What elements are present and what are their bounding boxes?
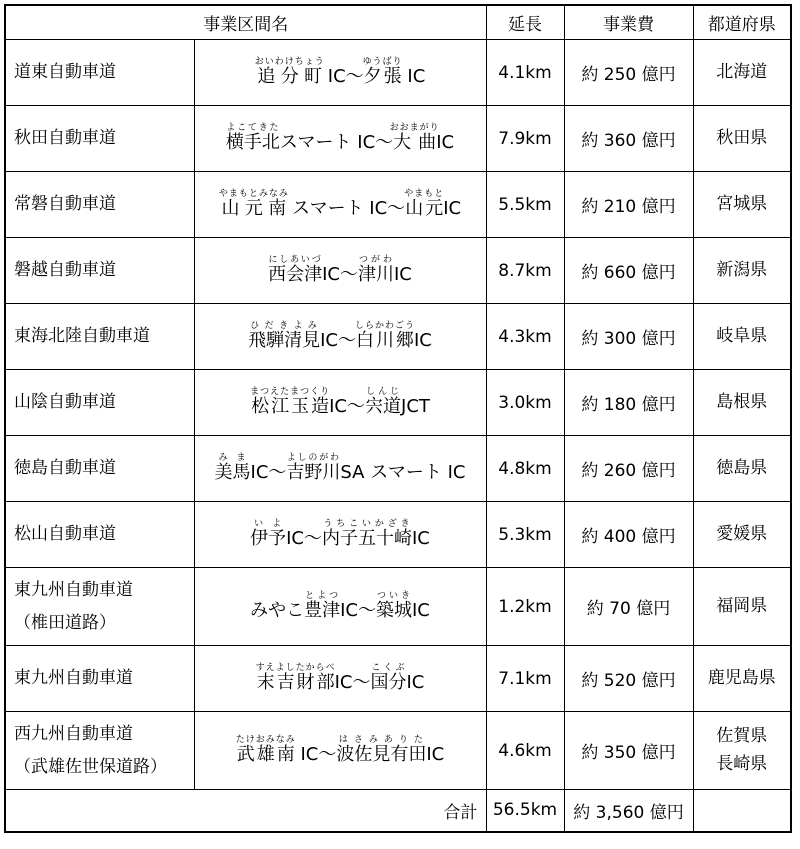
place-name-kanji: 内子五十崎 [322, 528, 412, 549]
table-row [5, 238, 791, 304]
table-row [5, 502, 791, 568]
section-name [194, 436, 486, 502]
table-row [5, 370, 791, 436]
cost-value: 約 660 億円 [564, 238, 693, 304]
section-connector: IC～ [322, 66, 364, 87]
section-text [250, 519, 430, 549]
section-name [194, 172, 486, 238]
table-row [5, 172, 791, 238]
section-place-name [268, 255, 323, 285]
road-subname-line: （椎田道路） [14, 612, 116, 633]
place-name-kanji: 末吉財部 [255, 672, 336, 693]
length-value: 4.3km [486, 304, 564, 370]
section-name [194, 568, 486, 646]
section-place-name [255, 663, 336, 693]
section-place-name [218, 189, 289, 219]
place-name-reading: しらかわごう [354, 321, 415, 331]
cost-value: 約 350 億円 [564, 712, 693, 790]
road-name-line: 徳島自動車道 [14, 458, 116, 479]
place-name-kanji: 豊津 [304, 600, 341, 621]
section-connector: IC～ [329, 396, 366, 417]
length-value: 5.5km [486, 172, 564, 238]
section-connector: みやこ [250, 600, 305, 621]
prefecture-name: 新潟県 [716, 259, 768, 280]
prefecture-value [693, 304, 791, 370]
place-name-reading: にしあいづ [268, 255, 323, 265]
table-row [5, 568, 791, 646]
road-name [5, 304, 194, 370]
place-name-kanji: 伊予 [250, 528, 287, 549]
place-name-reading: まつえたまつくり [250, 387, 331, 397]
place-name-kanji: 夕張 [362, 66, 403, 87]
section-place-name [376, 591, 412, 621]
section-connector: IC～ [294, 744, 337, 765]
place-name-reading: こくぶ [370, 663, 407, 673]
section-place-name [254, 57, 325, 87]
table-row [5, 712, 791, 790]
cost-value: 約 180 億円 [564, 370, 693, 436]
total-label: 合計 [5, 790, 486, 832]
section-text [250, 591, 430, 621]
prefecture-name: 鹿児島県 [707, 667, 776, 688]
prefecture-value [693, 436, 791, 502]
length-value: 7.1km [486, 646, 564, 712]
road-name-line: 磐越自動車道 [14, 260, 116, 281]
section-text [268, 255, 412, 285]
place-name-kanji: 宍道 [365, 396, 402, 417]
place-name-reading: よしのがわ [286, 453, 341, 463]
road-name [5, 238, 194, 304]
section-name [194, 40, 486, 106]
prefecture-value [693, 370, 791, 436]
section-place-name [389, 123, 440, 153]
section-place-name [214, 453, 251, 483]
prefecture-value [693, 106, 791, 172]
cost-value: 約 260 億円 [564, 436, 693, 502]
section-name [194, 238, 486, 304]
section-place-name [354, 321, 415, 351]
section-place-name [404, 189, 445, 219]
place-name-reading: おいわけちょう [254, 57, 325, 67]
table-row [5, 304, 791, 370]
section-connector: スマート IC～ [286, 198, 406, 219]
prefecture-value [693, 172, 791, 238]
road-name-line: 東海北陸自動車道 [14, 326, 150, 347]
prefecture-name: 長崎県 [716, 753, 768, 774]
place-name-reading: ゆうばり [362, 57, 403, 67]
section-connector: スマート IC～ [279, 132, 394, 153]
road-name [5, 106, 194, 172]
length-value: 5.3km [486, 502, 564, 568]
header-row [5, 5, 791, 40]
total-row [5, 790, 791, 832]
place-name-kanji: 武雄南 [235, 744, 296, 765]
prefecture-name: 徳島県 [716, 457, 768, 478]
table-row [5, 436, 791, 502]
place-name-kanji: 松江玉造 [250, 396, 331, 417]
place-name-kanji: 飛騨清見 [248, 330, 321, 351]
section-name [194, 106, 486, 172]
prefecture-value [693, 568, 791, 646]
length-value: 3.0km [486, 370, 564, 436]
section-text [248, 321, 432, 351]
place-name-kanji: 築城 [376, 600, 412, 621]
road-name-line: 山陰自動車道 [14, 392, 116, 413]
length-value: 4.6km [486, 712, 564, 790]
place-name-reading: とよつ [304, 591, 341, 601]
header-length: 延長 [486, 5, 564, 40]
road-name [5, 172, 194, 238]
cost-value: 約 400 億円 [564, 502, 693, 568]
place-name-kanji: 山元南 [218, 198, 289, 219]
prefecture-value [693, 40, 791, 106]
length-value: 4.1km [486, 40, 564, 106]
place-name-reading: おおまがり [389, 123, 440, 133]
section-place-name [370, 663, 407, 693]
section-text [250, 387, 430, 417]
cost-value: 約 300 億円 [564, 304, 693, 370]
section-place-name [235, 735, 296, 765]
section-connector: IC～ [340, 600, 376, 621]
prefecture-value [693, 712, 791, 790]
cost-value: 約 360 億円 [564, 106, 693, 172]
place-name-kanji: 白川郷 [354, 330, 415, 351]
place-name-kanji: 西会津 [268, 264, 323, 285]
place-name-reading: ついき [376, 591, 412, 601]
section-connector: IC [436, 132, 455, 153]
cost-value: 約 210 億円 [564, 172, 693, 238]
place-name-reading: いよ [250, 519, 287, 529]
section-connector: IC～ [286, 528, 322, 549]
road-name-line: 松山自動車道 [14, 524, 116, 545]
section-place-name [250, 519, 287, 549]
place-name-reading: しんじ [365, 387, 401, 397]
section-text [255, 663, 425, 693]
cost-value: 約 250 億円 [564, 40, 693, 106]
place-name-reading: やまもと [404, 189, 445, 199]
prefecture-name: 佐賀県 [716, 726, 768, 747]
length-value: 7.9km [486, 106, 564, 172]
place-name-reading: よこてきた [225, 123, 280, 133]
section-place-name [322, 519, 412, 549]
place-name-reading: うちこいかざき [322, 519, 412, 529]
section-place-name [362, 57, 403, 87]
table-body [5, 40, 791, 790]
total-cost: 約 3,560 億円 [564, 790, 693, 832]
place-name-reading: ひだきよみ [248, 321, 321, 331]
section-place-name [248, 321, 321, 351]
section-place-name [365, 387, 402, 417]
section-name [194, 502, 486, 568]
section-connector: IC～ [334, 672, 371, 693]
road-name-line: 道東自動車道 [14, 62, 116, 83]
road-name-line: 秋田自動車道 [14, 128, 116, 149]
section-connector: IC [401, 66, 426, 87]
section-connector: IC～ [250, 462, 287, 483]
table-row [5, 40, 791, 106]
section-place-name [250, 387, 331, 417]
section-place-name [225, 123, 280, 153]
length-value: 4.8km [486, 436, 564, 502]
section-connector: IC [412, 600, 430, 621]
section-connector: IC～ [322, 264, 358, 285]
place-name-reading: すえよしたからべ [255, 663, 336, 673]
header-section-name: 事業区間名 [5, 5, 486, 40]
road-name [5, 502, 194, 568]
prefecture-name: 秋田県 [716, 127, 768, 148]
place-name-kanji: 追分町 [254, 66, 325, 87]
cost-value: 約 520 億円 [564, 646, 693, 712]
prefecture-name: 北海道 [716, 61, 768, 82]
section-connector: IC [443, 198, 462, 219]
road-name-line: 東九州自動車道 [14, 580, 133, 601]
place-name-kanji: 吉野川 [286, 462, 341, 483]
place-name-kanji: 横手北 [225, 132, 280, 153]
road-name [5, 712, 194, 790]
section-connector: IC [406, 672, 425, 693]
prefecture-value [693, 238, 791, 304]
prefecture-name: 岐阜県 [716, 325, 768, 346]
section-text [214, 453, 466, 483]
place-name-kanji: 大曲 [389, 132, 440, 153]
section-place-name [286, 453, 341, 483]
prefecture-name: 宮城県 [716, 193, 768, 214]
road-name-line: 常磐自動車道 [14, 194, 116, 215]
section-connector: IC [412, 528, 430, 549]
place-name-kanji: 波佐見有田 [336, 744, 427, 765]
place-name-reading: みま [214, 453, 251, 463]
section-text [235, 735, 445, 765]
section-name [194, 304, 486, 370]
place-name-reading: はさみありた [336, 735, 427, 745]
place-name-reading: たけおみなみ [235, 735, 296, 745]
section-name [194, 646, 486, 712]
road-name [5, 646, 194, 712]
place-name-kanji: 国分 [370, 672, 407, 693]
place-name-reading: やまもとみなみ [218, 189, 289, 199]
table-row [5, 646, 791, 712]
road-name-line: 東九州自動車道 [14, 668, 133, 689]
place-name-kanji: 山元 [404, 198, 445, 219]
section-place-name [358, 255, 394, 285]
section-name [194, 712, 486, 790]
road-name [5, 40, 194, 106]
road-subname-line: （武雄佐世保道路） [14, 756, 167, 777]
section-place-name [304, 591, 341, 621]
length-value: 8.7km [486, 238, 564, 304]
place-name-kanji: 美馬 [214, 462, 251, 483]
header-cost: 事業費 [564, 5, 693, 40]
section-connector: JCT [401, 396, 430, 417]
road-name [5, 568, 194, 646]
table-row [5, 106, 791, 172]
section-connector: IC [426, 744, 445, 765]
road-name [5, 370, 194, 436]
road-name [5, 436, 194, 502]
header-prefecture: 都道府県 [693, 5, 791, 40]
prefecture-value [693, 646, 791, 712]
section-connector: IC [414, 330, 432, 351]
section-text [254, 57, 426, 87]
section-text [225, 123, 455, 153]
section-connector: IC [394, 264, 412, 285]
prefecture-name: 福岡県 [716, 595, 768, 616]
total-length: 56.5km [486, 790, 564, 832]
cost-value: 約 70 億円 [564, 568, 693, 646]
section-name [194, 370, 486, 436]
section-text [218, 189, 462, 219]
prefecture-value [693, 502, 791, 568]
length-value: 1.2km [486, 568, 564, 646]
prefecture-name: 愛媛県 [716, 523, 768, 544]
road-name-line: 西九州自動車道 [14, 724, 133, 745]
prefecture-name: 島根県 [716, 391, 768, 412]
total-prefecture-empty [693, 790, 791, 832]
section-connector: IC～ [320, 330, 356, 351]
place-name-kanji: 津川 [358, 264, 394, 285]
section-connector: SA スマート IC [340, 462, 466, 483]
place-name-reading: つがわ [358, 255, 394, 265]
section-place-name [336, 735, 427, 765]
project-table [4, 4, 792, 833]
